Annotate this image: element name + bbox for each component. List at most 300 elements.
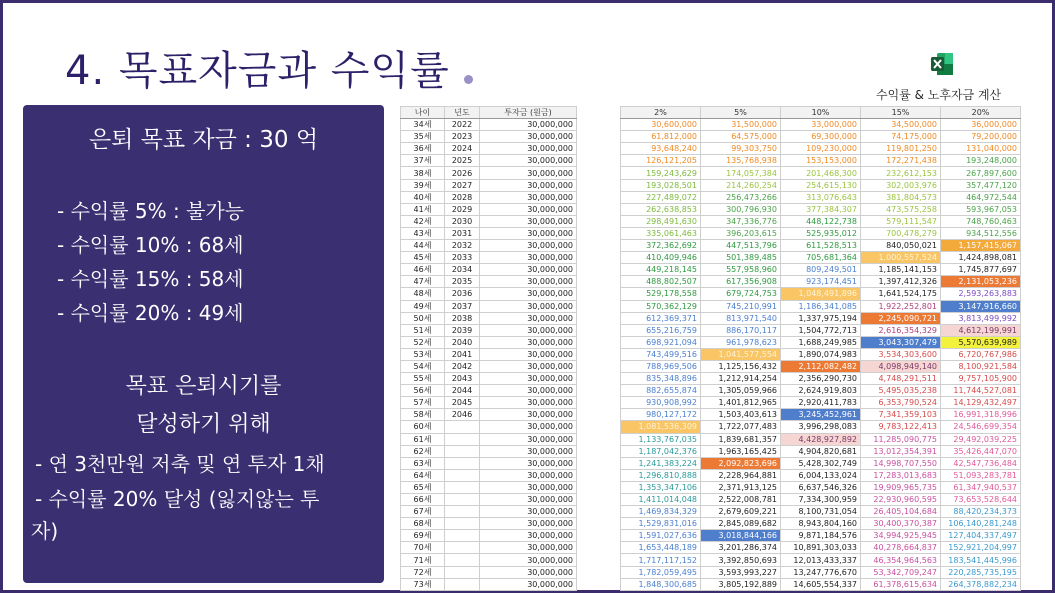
table-cell: 1,133,767,035 [621, 433, 701, 445]
table-cell: 9,757,105,900 [941, 373, 1021, 385]
table-cell: 16,991,318,996 [941, 409, 1021, 421]
excel-icon [929, 51, 955, 77]
table-cell: 61,378,615,634 [861, 578, 941, 590]
table-cell: 886,170,117 [701, 324, 781, 336]
table-cell: 69,300,000 [781, 131, 861, 143]
table-cell: 30,000,000 [480, 457, 577, 469]
table-cell [445, 506, 480, 518]
table-cell: 2045 [445, 397, 480, 409]
table-cell: 29,492,039,225 [941, 433, 1021, 445]
table-cell: 63세 [401, 457, 445, 469]
table-cell: 26,405,104,684 [861, 506, 941, 518]
table-row [621, 494, 1021, 506]
table-cell: 30,400,370,387 [861, 518, 941, 530]
table-cell: 2,522,008,781 [701, 494, 781, 506]
table-cell: 30,000,000 [480, 252, 577, 264]
table-cell: 2,679,609,221 [701, 506, 781, 518]
table-row [401, 240, 577, 252]
table-cell: 51세 [401, 324, 445, 336]
table-cell: 9,871,184,576 [781, 530, 861, 542]
table-cell: 30,000,000 [480, 385, 577, 397]
table-row [621, 143, 1021, 155]
table-cell: 3,018,844,166 [701, 530, 781, 542]
table-cell: 30,000,000 [480, 469, 577, 481]
table-cell: 10,891,303,033 [781, 542, 861, 554]
table-row [401, 397, 577, 409]
table-cell: 51,093,283,781 [941, 469, 1021, 481]
table-cell: 961,978,623 [701, 336, 781, 348]
table-row [401, 373, 577, 385]
table-cell: 34세 [401, 119, 445, 131]
table-cell: 31,500,000 [701, 119, 781, 131]
table-cell [445, 457, 480, 469]
table-cell: 79,200,000 [941, 131, 1021, 143]
table-cell: 5,570,639,989 [941, 336, 1021, 348]
table-cell: 30,000,000 [480, 240, 577, 252]
table-cell: 73세 [401, 578, 445, 590]
table-cell: 1,469,834,329 [621, 506, 701, 518]
table-row [621, 433, 1021, 445]
table-cell: 612,369,371 [621, 312, 701, 324]
rate-line-20: - 수익률 20% : 49세 [57, 301, 244, 325]
table-cell: 30,000,000 [480, 215, 577, 227]
table-row [621, 312, 1021, 324]
table-row [401, 518, 577, 530]
table-cell: 1,185,141,153 [861, 264, 941, 276]
table-cell: 6,353,790,524 [861, 397, 941, 409]
table-cell: 46세 [401, 264, 445, 276]
table-cell: 1,397,412,326 [861, 276, 941, 288]
table-cell: 298,491,630 [621, 215, 701, 227]
table-row [401, 469, 577, 481]
table-cell: 14,998,707,550 [861, 457, 941, 469]
table-cell: 1,591,027,636 [621, 530, 701, 542]
table-cell: 2,845,089,682 [701, 518, 781, 530]
table-cell: 69세 [401, 530, 445, 542]
table-cell: 7,334,300,959 [781, 494, 861, 506]
table-cell: 33,000,000 [781, 119, 861, 131]
table-cell: 529,178,558 [621, 288, 701, 300]
table-cell: 447,513,796 [701, 240, 781, 252]
table-cell: 62세 [401, 445, 445, 457]
table-cell: 30,000,000 [480, 191, 577, 203]
table-cell: 30,000,000 [480, 336, 577, 348]
table-cell: 1,125,156,432 [701, 360, 781, 372]
table-cell: 40세 [401, 191, 445, 203]
table-cell: 36,000,000 [941, 119, 1021, 131]
table-cell: 2035 [445, 276, 480, 288]
table-row [401, 300, 577, 312]
table-cell: 159,243,629 [621, 167, 701, 179]
table-row [621, 336, 1021, 348]
table-row [621, 155, 1021, 167]
table-cell [445, 481, 480, 493]
table-cell: 30,000,000 [480, 409, 577, 421]
table-cell: 70세 [401, 542, 445, 554]
table-row [621, 227, 1021, 239]
table-cell: 48세 [401, 288, 445, 300]
table-cell: 2,920,411,783 [781, 397, 861, 409]
table-cell: 2036 [445, 288, 480, 300]
table-row [621, 348, 1021, 360]
column-header: 15% [861, 107, 941, 119]
table-row [621, 554, 1021, 566]
table-cell: 2032 [445, 240, 480, 252]
table-row [401, 227, 577, 239]
table-cell: 1,305,059,966 [701, 385, 781, 397]
table-cell: 44세 [401, 240, 445, 252]
table-cell: 2,245,090,721 [861, 312, 941, 324]
table-cell: 49세 [401, 300, 445, 312]
table-cell: 2038 [445, 312, 480, 324]
table-cell: 214,260,254 [701, 179, 781, 191]
table-cell [445, 566, 480, 578]
table-cell: 12,013,433,337 [781, 554, 861, 566]
table-row [621, 288, 1021, 300]
table-cell: 30,000,000 [480, 445, 577, 457]
table-cell: 930,908,992 [621, 397, 701, 409]
table-cell: 30,000,000 [480, 119, 577, 131]
table-cell: 61,812,000 [621, 131, 701, 143]
table-cell: 3,534,303,600 [861, 348, 941, 360]
table-row [621, 457, 1021, 469]
table-cell: 30,000,000 [480, 373, 577, 385]
table-cell: 488,802,507 [621, 276, 701, 288]
table-row [401, 264, 577, 276]
table-cell: 2037 [445, 300, 480, 312]
table-cell: 17,283,013,683 [861, 469, 941, 481]
principal-table [400, 106, 577, 591]
table-cell: 593,967,053 [941, 203, 1021, 215]
table-cell [445, 433, 480, 445]
table-cell: 56세 [401, 385, 445, 397]
table-cell: 1,048,491,896 [781, 288, 861, 300]
table-cell: 73,653,528,644 [941, 494, 1021, 506]
table-cell: 2044 [445, 385, 480, 397]
table-cell: 135,768,938 [701, 155, 781, 167]
table-cell: 53,342,709,247 [861, 566, 941, 578]
table-cell: 34,994,925,945 [861, 530, 941, 542]
table-cell: 30,000,000 [480, 312, 577, 324]
table-cell: 74,175,000 [861, 131, 941, 143]
table-cell: 1,504,772,713 [781, 324, 861, 336]
table-cell: 8,943,804,160 [781, 518, 861, 530]
table-cell: 30,000,000 [480, 227, 577, 239]
table-cell: 4,098,949,140 [861, 360, 941, 372]
table-cell: 30,000,000 [480, 264, 577, 276]
column-header: 5% [701, 107, 781, 119]
table-cell: 42세 [401, 215, 445, 227]
table-cell: 1,157,415,067 [941, 240, 1021, 252]
table-cell: 300,796,930 [701, 203, 781, 215]
table-cell: 705,681,364 [781, 252, 861, 264]
table-cell: 47세 [401, 276, 445, 288]
table-cell: 193,248,000 [941, 155, 1021, 167]
table-cell [445, 421, 480, 433]
table-row [621, 506, 1021, 518]
table-cell: 923,174,451 [781, 276, 861, 288]
table-cell: 1,041,577,554 [701, 348, 781, 360]
table-cell: 30,000,000 [480, 360, 577, 372]
table-row [401, 445, 577, 457]
table-row [401, 288, 577, 300]
table-cell: 13,012,354,391 [861, 445, 941, 457]
table-cell: 313,076,643 [781, 191, 861, 203]
table-cell: 4,612,199,991 [941, 324, 1021, 336]
table-row [401, 252, 577, 264]
table-cell: 1,641,524,175 [861, 288, 941, 300]
table-cell: 980,127,172 [621, 409, 701, 421]
table-cell: 7,341,359,103 [861, 409, 941, 421]
table-row [401, 336, 577, 348]
table-cell: 9,783,122,413 [861, 421, 941, 433]
table-row [401, 421, 577, 433]
table-cell: 174,057,384 [701, 167, 781, 179]
table-cell: 2,593,263,883 [941, 288, 1021, 300]
table-cell: 4,748,291,511 [861, 373, 941, 385]
table-cell: 5,495,035,238 [861, 385, 941, 397]
table-cell: 3,813,499,992 [941, 312, 1021, 324]
table-cell: 381,804,573 [861, 191, 941, 203]
table-row [401, 167, 577, 179]
slide-title: 4. 목표자금과 수익률 [65, 48, 450, 94]
table-cell: 30,000,000 [480, 566, 577, 578]
table-cell: 30,000,000 [480, 530, 577, 542]
table-cell: 1,529,831,016 [621, 518, 701, 530]
table-cell: 1,187,042,376 [621, 445, 701, 457]
goal-line-1: 목표 은퇴시기를 [125, 374, 282, 399]
table-row [401, 554, 577, 566]
table-row [621, 215, 1021, 227]
table-cell: 1,653,448,189 [621, 542, 701, 554]
table-cell: 557,958,960 [701, 264, 781, 276]
table-row [401, 143, 577, 155]
table-row [401, 276, 577, 288]
table-cell: 2034 [445, 264, 480, 276]
table-row [401, 481, 577, 493]
table-row [621, 252, 1021, 264]
table-cell: 2042 [445, 360, 480, 372]
table-cell: 30,000,000 [480, 143, 577, 155]
table-cell: 34,500,000 [861, 119, 941, 131]
table-row [401, 179, 577, 191]
table-cell: 68세 [401, 518, 445, 530]
table-row [621, 360, 1021, 372]
table-cell: 41세 [401, 203, 445, 215]
action-line-3: 자) [31, 519, 59, 543]
table-cell: 36세 [401, 143, 445, 155]
table-row [401, 360, 577, 372]
table-row [401, 578, 577, 590]
table-cell: 464,972,544 [941, 191, 1021, 203]
table-cell: 3,147,916,660 [941, 300, 1021, 312]
table-cell: 748,760,463 [941, 215, 1021, 227]
table-cell: 788,969,506 [621, 360, 701, 372]
table-row [621, 373, 1021, 385]
summary-panel [23, 105, 384, 583]
table-cell: 71세 [401, 554, 445, 566]
table-cell [445, 578, 480, 590]
table-cell: 3,392,850,693 [701, 554, 781, 566]
table-cell: 1,688,249,985 [781, 336, 861, 348]
table-cell: 1,848,300,685 [621, 578, 701, 590]
table-cell: 14,129,432,497 [941, 397, 1021, 409]
table-row [621, 409, 1021, 421]
table-row [621, 167, 1021, 179]
table-cell: 396,203,615 [701, 227, 781, 239]
table-cell: 410,409,946 [621, 252, 701, 264]
table-row [621, 518, 1021, 530]
column-header: 나이 [401, 107, 445, 119]
table-cell: 2029 [445, 203, 480, 215]
table-cell: 22,930,960,595 [861, 494, 941, 506]
table-cell: 3,245,452,961 [781, 409, 861, 421]
table-row [401, 385, 577, 397]
table-cell [445, 445, 480, 457]
table-cell: 2025 [445, 155, 480, 167]
table-row [621, 203, 1021, 215]
table-cell: 2030 [445, 215, 480, 227]
table-cell: 473,575,258 [861, 203, 941, 215]
table-row [621, 131, 1021, 143]
table-cell: 2039 [445, 324, 480, 336]
table-cell: 745,210,991 [701, 300, 781, 312]
table-row [401, 312, 577, 324]
column-header: 투자금 (원금) [480, 107, 577, 119]
table-cell: 172,271,438 [861, 155, 941, 167]
table-cell: 30,000,000 [480, 203, 577, 215]
table-cell: 813,971,540 [701, 312, 781, 324]
rate-line-10: - 수익률 10% : 68세 [57, 233, 244, 257]
action-line-1: - 연 3천만원 저축 및 연 투자 1채 [35, 452, 325, 476]
table-row [401, 457, 577, 469]
table-cell: 37세 [401, 155, 445, 167]
table-cell: 1,296,810,888 [621, 469, 701, 481]
table-cell: 700,478,279 [861, 227, 941, 239]
table-cell: 2,092,823,696 [701, 457, 781, 469]
table-row [401, 191, 577, 203]
table-cell: 14,605,554,337 [781, 578, 861, 590]
table-cell: 53세 [401, 348, 445, 360]
table-cell: 30,000,000 [480, 397, 577, 409]
table-cell: 617,356,908 [701, 276, 781, 288]
table-cell: 840,050,021 [861, 240, 941, 252]
table-cell: 2027 [445, 179, 480, 191]
table-row [401, 542, 577, 554]
table-cell: 2043 [445, 373, 480, 385]
table-cell: 30,000,000 [480, 288, 577, 300]
column-header: 20% [941, 107, 1021, 119]
table-cell: 6,720,767,986 [941, 348, 1021, 360]
table-cell: 220,285,735,195 [941, 566, 1021, 578]
action-line-2: - 수익률 20% 달성 (잃지않는 투 [35, 487, 320, 511]
table-cell: 61,347,940,537 [941, 481, 1021, 493]
table-cell: 30,000,000 [480, 518, 577, 530]
table-cell: 152,921,204,997 [941, 542, 1021, 554]
table-row [621, 264, 1021, 276]
table-cell: 2023 [445, 131, 480, 143]
table-cell: 126,121,205 [621, 155, 701, 167]
column-header: 2% [621, 107, 701, 119]
table-cell: 2,356,290,730 [781, 373, 861, 385]
table-cell: 45세 [401, 252, 445, 264]
table-cell: 1,722,077,483 [701, 421, 781, 433]
rate-line-15: - 수익률 15% : 58세 [57, 267, 244, 291]
table-cell: 3,593,993,227 [701, 566, 781, 578]
table-cell: 1,424,898,081 [941, 252, 1021, 264]
table-cell: 30,000,000 [480, 300, 577, 312]
table-cell: 256,473,266 [701, 191, 781, 203]
table-cell: 501,389,485 [701, 252, 781, 264]
table-cell: 13,247,776,670 [781, 566, 861, 578]
table-cell [445, 518, 480, 530]
rate-line-5: - 수익률 5% : 불가능 [57, 199, 245, 223]
table-row [401, 566, 577, 578]
table-cell: 372,362,692 [621, 240, 701, 252]
table-cell: 655,216,759 [621, 324, 701, 336]
column-header: 10% [781, 107, 861, 119]
table-cell: 377,384,307 [781, 203, 861, 215]
table-cell: 1,186,341,085 [781, 300, 861, 312]
table-cell: 1,081,536,309 [621, 421, 701, 433]
table-cell: 30,000,000 [480, 179, 577, 191]
table-cell: 1,212,914,254 [701, 373, 781, 385]
table-cell: 183,541,445,996 [941, 554, 1021, 566]
table-cell: 58세 [401, 409, 445, 421]
table-row [621, 578, 1021, 590]
table-cell: 2024 [445, 143, 480, 155]
table-cell: 1,401,812,965 [701, 397, 781, 409]
returns-table [620, 106, 1021, 591]
table-cell: 1,000,557,524 [861, 252, 941, 264]
table-row [621, 469, 1021, 481]
table-cell: 347,336,776 [701, 215, 781, 227]
table-cell: 50세 [401, 312, 445, 324]
table-cell: 65세 [401, 481, 445, 493]
table-row [621, 421, 1021, 433]
table-row [621, 481, 1021, 493]
table-cell: 30,000,000 [480, 494, 577, 506]
table-cell: 4,428,927,892 [781, 433, 861, 445]
table-row [401, 348, 577, 360]
table-cell: 99,303,750 [701, 143, 781, 155]
table-cell: 4,904,820,681 [781, 445, 861, 457]
table-row [621, 191, 1021, 203]
table-cell: 2,131,053,236 [941, 276, 1021, 288]
table-row [401, 324, 577, 336]
table-cell: 30,000,000 [480, 433, 577, 445]
table-cell: 6,637,546,326 [781, 481, 861, 493]
table-cell: 201,468,300 [781, 167, 861, 179]
table-cell: 43세 [401, 227, 445, 239]
table-row [621, 324, 1021, 336]
table-cell: 64세 [401, 469, 445, 481]
table-cell: 1,353,347,106 [621, 481, 701, 493]
table-cell: 8,100,921,584 [941, 360, 1021, 372]
table-cell: 119,801,250 [861, 143, 941, 155]
table-cell: 2046 [445, 409, 480, 421]
table-cell: 55세 [401, 373, 445, 385]
table-cell: 109,230,000 [781, 143, 861, 155]
table-cell: 30,000,000 [480, 131, 577, 143]
table-row [621, 566, 1021, 578]
table-cell: 30,000,000 [480, 481, 577, 493]
table-cell: 153,153,000 [781, 155, 861, 167]
table-cell: 93,648,240 [621, 143, 701, 155]
column-header: 년도 [445, 107, 480, 119]
table-cell: 264,378,882,234 [941, 578, 1021, 590]
table-cell: 46,354,964,563 [861, 554, 941, 566]
